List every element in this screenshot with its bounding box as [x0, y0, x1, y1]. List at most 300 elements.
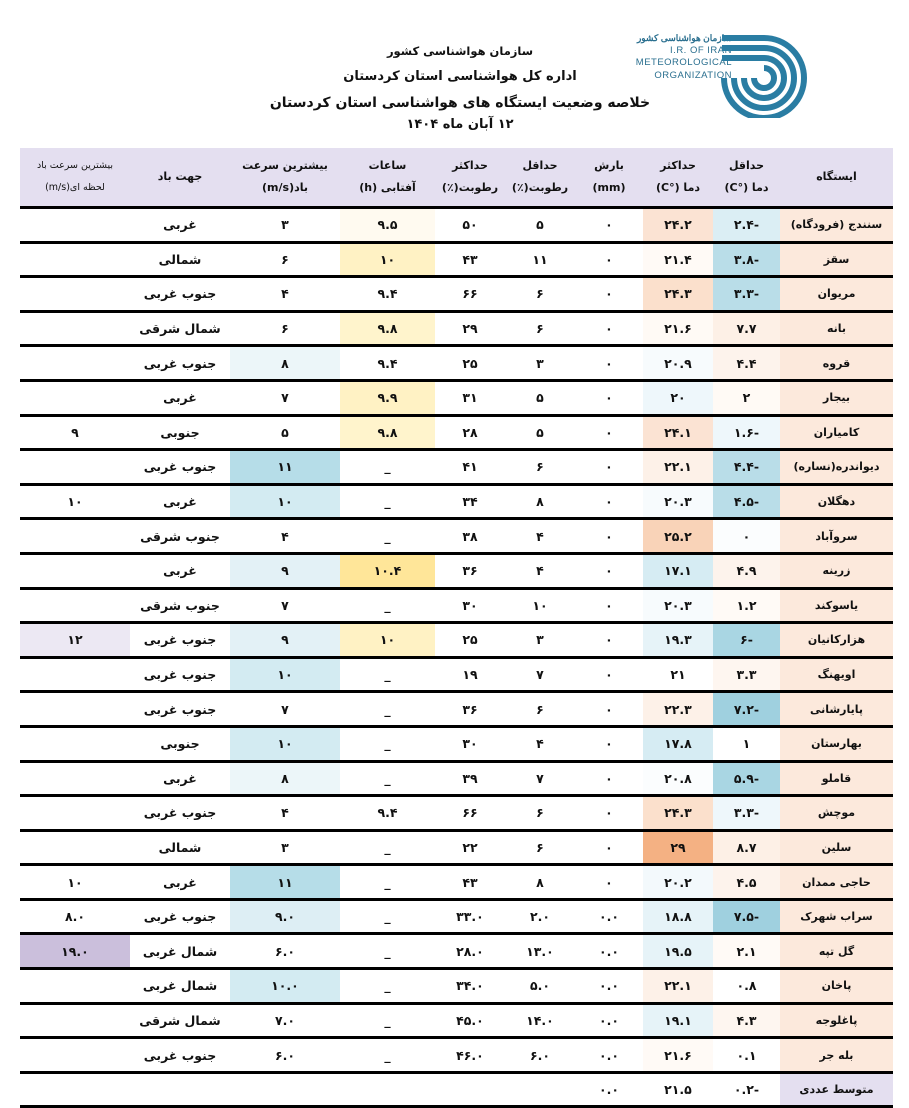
sunshine-hours-cell: _ [340, 969, 435, 1004]
column-header-line: رطوبت(٪) [511, 181, 569, 194]
station-cell: اویهنگ [780, 657, 893, 692]
sunshine-hours-cell: ۹.۴ [340, 346, 435, 381]
logo-spiral-icon [718, 32, 810, 118]
max-temp-cell: ۱۹.۳ [643, 623, 713, 658]
column-header-min-temp [713, 148, 780, 208]
column-header-line: دما (°C) [655, 181, 701, 194]
min-temp-cell: ۴.۳ [713, 1003, 780, 1038]
wind-direction-cell: غربی [130, 208, 230, 243]
precipitation-cell: ۰ [575, 692, 643, 727]
sunshine-hours-cell: ۹.۸ [340, 415, 435, 450]
table-row [20, 277, 893, 312]
min-humidity-cell: ۴ [505, 726, 575, 761]
min-temp-cell: -۱.۶ [713, 415, 780, 450]
max-temp-cell: ۲۴.۳ [643, 796, 713, 831]
min-humidity-cell: ۶ [505, 796, 575, 831]
max-wind-speed-cell: ۱۰ [230, 726, 340, 761]
table-header-row [20, 148, 893, 208]
sunshine-hours-cell: _ [340, 692, 435, 727]
max-wind-speed-cell: ۱۰ [230, 484, 340, 519]
column-header-line: بیشترین سرعت [242, 159, 328, 172]
min-humidity-cell: ۶ [505, 830, 575, 865]
max-gust-speed-cell: ۱۰ [20, 865, 130, 900]
max-wind-speed-cell: ۳ [230, 208, 340, 243]
precipitation-cell: ۰ [575, 311, 643, 346]
logo-fa-text: سازمان هواشناسی کشور [636, 33, 732, 43]
precipitation-cell: ۰ [575, 553, 643, 588]
min-humidity-cell: ۵ [505, 380, 575, 415]
column-header-line: رطوبت(٪) [441, 181, 499, 194]
report-title: خلاصه وضعیت ایستگاه های هواشناسی استان کردستان [269, 95, 651, 111]
station-cell: سروآباد [780, 519, 893, 554]
station-cell: بیجار [780, 380, 893, 415]
max-humidity-cell: ۳۴.۰ [435, 969, 505, 1004]
min-temp-cell: ۴.۹ [713, 553, 780, 588]
wind-direction-cell: جنوب غربی [130, 657, 230, 692]
min-temp-cell: -۷.۵ [713, 899, 780, 934]
column-header-line: لحظه ای(m/s) [45, 182, 105, 193]
min-temp-cell: -۳.۳ [713, 277, 780, 312]
column-header-max-temp [643, 148, 713, 208]
max-gust-speed-cell: ۱۰ [20, 484, 130, 519]
sunshine-hours-cell: _ [340, 519, 435, 554]
precipitation-cell: ۰.۰ [575, 969, 643, 1004]
min-temp-cell: ۷.۷ [713, 311, 780, 346]
wind-direction-cell: جنوب غربی [130, 796, 230, 831]
table-row [20, 346, 893, 381]
column-header-line: حداکثر [452, 159, 488, 172]
max-humidity-cell: ۳۶ [435, 692, 505, 727]
min-temp-cell: -۳.۳ [713, 796, 780, 831]
precipitation-cell: ۰ [575, 796, 643, 831]
max-humidity-cell: ۲۸ [435, 415, 505, 450]
max-wind-speed-cell: ۷ [230, 380, 340, 415]
wind-direction-cell: شمال غربی [130, 969, 230, 1004]
max-humidity-cell: ۲۵ [435, 346, 505, 381]
min-humidity-cell: ۸ [505, 865, 575, 900]
table-row [20, 969, 893, 1004]
table-row [20, 450, 893, 485]
column-header-line: حداقل [522, 159, 558, 172]
max-temp-cell: ۲۰ [643, 380, 713, 415]
wind-direction-cell: غربی [130, 761, 230, 796]
min-humidity-cell: ۴ [505, 519, 575, 554]
column-header-sunshine-hours [340, 148, 435, 208]
max-temp-cell: ۲۱ [643, 657, 713, 692]
sunshine-hours-cell: _ [340, 830, 435, 865]
wind-direction-cell: شمالی [130, 242, 230, 277]
precipitation-cell: ۰.۰ [575, 1003, 643, 1038]
max-temp-cell: ۲۱.۵ [643, 1072, 713, 1107]
max-gust-speed-cell [20, 692, 130, 727]
min-temp-cell: -۴.۴ [713, 450, 780, 485]
max-temp-cell: ۲۰.۹ [643, 346, 713, 381]
report-date: ۱۲ آبان ماه ۱۴۰۴ [406, 117, 514, 132]
max-gust-speed-cell [20, 761, 130, 796]
logo-en-line3: ORGANIZATION [654, 69, 732, 81]
wind-direction-cell: جنوب غربی [130, 899, 230, 934]
wind-direction-cell: جنوبی [130, 726, 230, 761]
precipitation-cell: ۰.۰ [575, 1072, 643, 1107]
sunshine-hours-cell: _ [340, 484, 435, 519]
table-row [20, 519, 893, 554]
max-temp-cell: ۲۰.۸ [643, 761, 713, 796]
min-temp-cell: -۵.۹ [713, 761, 780, 796]
max-temp-cell: ۲۰.۲ [643, 865, 713, 900]
max-humidity-cell: ۴۶.۰ [435, 1038, 505, 1073]
min-temp-cell: ۸.۷ [713, 830, 780, 865]
max-humidity-cell: ۳۸ [435, 519, 505, 554]
max-gust-speed-cell: ۹ [20, 415, 130, 450]
max-humidity-cell: ۲۲ [435, 830, 505, 865]
table-row [20, 1038, 893, 1073]
max-wind-speed-cell: ۴ [230, 519, 340, 554]
min-temp-cell: -۳.۸ [713, 242, 780, 277]
precipitation-cell: ۰ [575, 346, 643, 381]
wind-direction-cell: غربی [130, 553, 230, 588]
table-row [20, 796, 893, 831]
min-humidity-cell: ۵ [505, 415, 575, 450]
min-humidity-cell: ۳ [505, 623, 575, 658]
column-header-line: جهت باد [157, 170, 203, 183]
max-humidity-cell: ۳۱ [435, 380, 505, 415]
column-header-wind-direction [130, 148, 230, 208]
table-row [20, 657, 893, 692]
max-gust-speed-cell [20, 380, 130, 415]
max-gust-speed-cell [20, 830, 130, 865]
sunshine-hours-cell: ۹.۴ [340, 277, 435, 312]
max-humidity-cell: ۲۹ [435, 311, 505, 346]
max-wind-speed-cell: ۸ [230, 346, 340, 381]
wind-direction-cell: جنوب غربی [130, 1038, 230, 1073]
max-humidity-cell: ۲۸.۰ [435, 934, 505, 969]
max-wind-speed-cell: ۴ [230, 796, 340, 831]
sunshine-hours-cell: _ [340, 899, 435, 934]
max-humidity-cell: ۴۵.۰ [435, 1003, 505, 1038]
column-header-max-gust-speed [20, 148, 130, 208]
min-humidity-cell: ۶ [505, 277, 575, 312]
max-humidity-cell: ۳۰ [435, 726, 505, 761]
station-cell: حاجی ممدان [780, 865, 893, 900]
precipitation-cell: ۰ [575, 277, 643, 312]
max-wind-speed-cell [230, 1072, 340, 1107]
wind-direction-cell: غربی [130, 865, 230, 900]
max-gust-speed-cell [20, 1038, 130, 1073]
min-humidity-cell: ۸ [505, 484, 575, 519]
table-row [20, 311, 893, 346]
max-gust-speed-cell [20, 1003, 130, 1038]
table-row [20, 761, 893, 796]
wind-direction-cell: غربی [130, 484, 230, 519]
wind-direction-cell: شمالی [130, 830, 230, 865]
max-wind-speed-cell: ۳ [230, 830, 340, 865]
max-temp-cell: ۲۴.۲ [643, 208, 713, 243]
precipitation-cell: ۰.۰ [575, 1038, 643, 1073]
table-row [20, 588, 893, 623]
station-cell: پاخان [780, 969, 893, 1004]
precipitation-cell: ۰ [575, 242, 643, 277]
min-humidity-cell [505, 1072, 575, 1107]
column-header-line: ساعات [368, 159, 407, 172]
max-humidity-cell: ۴۱ [435, 450, 505, 485]
max-gust-speed-cell: ۱۹.۰ [20, 934, 130, 969]
table-row [20, 380, 893, 415]
max-wind-speed-cell: ۸ [230, 761, 340, 796]
sunshine-hours-cell: ۹.۵ [340, 208, 435, 243]
station-cell: بله جر [780, 1038, 893, 1073]
wind-direction-cell: جنوب غربی [130, 277, 230, 312]
wind-direction-cell: شمال شرقی [130, 1003, 230, 1038]
max-wind-speed-cell: ۶.۰ [230, 934, 340, 969]
sunshine-hours-cell: _ [340, 450, 435, 485]
station-cell: مریوان [780, 277, 893, 312]
sunshine-hours-cell: ۹.۸ [340, 311, 435, 346]
column-header-line: ایستگاه [816, 170, 857, 183]
max-humidity-cell: ۵۰ [435, 208, 505, 243]
min-humidity-cell: ۱۰ [505, 588, 575, 623]
column-header-min-humidity [505, 148, 575, 208]
table-row [20, 830, 893, 865]
max-gust-speed-cell [20, 208, 130, 243]
max-wind-speed-cell: ۴ [230, 277, 340, 312]
max-humidity-cell: ۶۶ [435, 796, 505, 831]
max-gust-speed-cell [20, 553, 130, 588]
sunshine-hours-cell: _ [340, 588, 435, 623]
station-cell: سلین [780, 830, 893, 865]
max-gust-speed-cell [20, 1072, 130, 1107]
wind-direction-cell: جنوب غربی [130, 346, 230, 381]
max-humidity-cell: ۳۶ [435, 553, 505, 588]
max-temp-cell: ۲۰.۳ [643, 588, 713, 623]
stations-table [20, 148, 893, 1108]
station-cell: موچش [780, 796, 893, 831]
wind-direction-cell: جنوب غربی [130, 450, 230, 485]
min-temp-cell: -۶ [713, 623, 780, 658]
max-temp-cell: ۲۲.۳ [643, 692, 713, 727]
station-cell: قروه [780, 346, 893, 381]
max-humidity-cell: ۳۹ [435, 761, 505, 796]
max-humidity-cell: ۳۴ [435, 484, 505, 519]
max-temp-cell: ۲۹ [643, 830, 713, 865]
min-temp-cell: -۷.۲ [713, 692, 780, 727]
wind-direction-cell: جنوب غربی [130, 623, 230, 658]
max-humidity-cell: ۴۳ [435, 865, 505, 900]
max-wind-speed-cell: ۱۱ [230, 450, 340, 485]
max-temp-cell: ۱۹.۱ [643, 1003, 713, 1038]
sunshine-hours-cell: ۱۰.۴ [340, 553, 435, 588]
max-humidity-cell: ۴۳ [435, 242, 505, 277]
station-cell: دیواندره(نساره) [780, 450, 893, 485]
max-wind-speed-cell: ۶ [230, 311, 340, 346]
precipitation-cell: ۰ [575, 450, 643, 485]
max-temp-cell: ۲۱.۶ [643, 311, 713, 346]
column-header-station [780, 148, 893, 208]
precipitation-cell: ۰ [575, 830, 643, 865]
max-gust-speed-cell [20, 519, 130, 554]
station-cell: گل تپه [780, 934, 893, 969]
table-row [20, 1003, 893, 1038]
average-row [20, 1072, 893, 1107]
column-header-max-wind-speed [230, 148, 340, 208]
precipitation-cell: ۰ [575, 865, 643, 900]
column-header-max-humidity [435, 148, 505, 208]
station-cell: کامیاران [780, 415, 893, 450]
column-header-line: دما (°C) [724, 181, 769, 194]
precipitation-cell: ۰.۰ [575, 899, 643, 934]
sunshine-hours-cell: _ [340, 726, 435, 761]
min-temp-cell: ۰.۱ [713, 1038, 780, 1073]
column-header-line: حداقل [728, 159, 765, 172]
sunshine-hours-cell: ۹.۴ [340, 796, 435, 831]
sunshine-hours-cell: ۱۰ [340, 242, 435, 277]
max-wind-speed-cell: ۱۰.۰ [230, 969, 340, 1004]
precipitation-cell: ۰ [575, 657, 643, 692]
precipitation-cell: ۰ [575, 380, 643, 415]
column-header-line: حداکثر [660, 159, 696, 172]
min-humidity-cell: ۱۱ [505, 242, 575, 277]
station-cell: قاملو [780, 761, 893, 796]
min-humidity-cell: ۷ [505, 657, 575, 692]
max-wind-speed-cell: ۵ [230, 415, 340, 450]
max-wind-speed-cell: ۷.۰ [230, 1003, 340, 1038]
table-row [20, 726, 893, 761]
max-wind-speed-cell: ۷ [230, 692, 340, 727]
min-temp-cell: ۳.۳ [713, 657, 780, 692]
sunshine-hours-cell: _ [340, 657, 435, 692]
station-cell: سنندج (فرودگاه) [780, 208, 893, 243]
station-cell: متوسط عددی [780, 1072, 893, 1107]
max-humidity-cell: ۲۵ [435, 623, 505, 658]
min-humidity-cell: ۵ [505, 208, 575, 243]
table-row [20, 692, 893, 727]
max-wind-speed-cell: ۶.۰ [230, 1038, 340, 1073]
max-gust-speed-cell [20, 242, 130, 277]
max-gust-speed-cell [20, 588, 130, 623]
min-temp-cell: ۴.۵ [713, 865, 780, 900]
table-row [20, 623, 893, 658]
max-wind-speed-cell: ۹ [230, 553, 340, 588]
sunshine-hours-cell: _ [340, 761, 435, 796]
max-temp-cell: ۲۱.۶ [643, 1038, 713, 1073]
min-temp-cell: -۰.۲ [713, 1072, 780, 1107]
table-row [20, 934, 893, 969]
min-humidity-cell: ۳ [505, 346, 575, 381]
max-gust-speed-cell [20, 311, 130, 346]
table-row [20, 553, 893, 588]
station-cell: پایارشانی [780, 692, 893, 727]
sunshine-hours-cell: _ [340, 1003, 435, 1038]
column-header-precipitation [575, 148, 643, 208]
column-header-line: بیشترین سرعت باد [37, 160, 113, 171]
min-humidity-cell: ۶.۰ [505, 1038, 575, 1073]
max-temp-cell: ۲۵.۲ [643, 519, 713, 554]
precipitation-cell: ۰ [575, 519, 643, 554]
table-row [20, 242, 893, 277]
max-humidity-cell: ۶۶ [435, 277, 505, 312]
max-wind-speed-cell: ۶ [230, 242, 340, 277]
station-cell: سراب شهرک [780, 899, 893, 934]
wind-direction-cell: غربی [130, 380, 230, 415]
max-humidity-cell [435, 1072, 505, 1107]
wind-direction-cell: جنوب شرقی [130, 519, 230, 554]
min-humidity-cell: ۶ [505, 450, 575, 485]
min-temp-cell: ۰.۸ [713, 969, 780, 1004]
sunshine-hours-cell: _ [340, 934, 435, 969]
wind-direction-cell: جنوب غربی [130, 692, 230, 727]
max-temp-cell: ۱۸.۸ [643, 899, 713, 934]
max-gust-speed-cell [20, 796, 130, 831]
station-cell: یاسوکند [780, 588, 893, 623]
table-row [20, 484, 893, 519]
precipitation-cell: ۰.۰ [575, 934, 643, 969]
max-humidity-cell: ۳۳.۰ [435, 899, 505, 934]
min-temp-cell: ۱ [713, 726, 780, 761]
min-humidity-cell: ۲.۰ [505, 899, 575, 934]
max-gust-speed-cell [20, 969, 130, 1004]
max-temp-cell: ۲۴.۳ [643, 277, 713, 312]
max-humidity-cell: ۱۹ [435, 657, 505, 692]
station-cell: هزارکانیان [780, 623, 893, 658]
report-titles [250, 38, 670, 134]
max-wind-speed-cell: ۹ [230, 623, 340, 658]
min-humidity-cell: ۶ [505, 311, 575, 346]
min-humidity-cell: ۴ [505, 553, 575, 588]
min-humidity-cell: ۱۴.۰ [505, 1003, 575, 1038]
max-wind-speed-cell: ۱۰ [230, 657, 340, 692]
column-header-line: باد(m/s) [262, 181, 308, 194]
station-cell: بانه [780, 311, 893, 346]
max-gust-speed-cell [20, 450, 130, 485]
max-wind-speed-cell: ۹.۰ [230, 899, 340, 934]
max-wind-speed-cell: ۷ [230, 588, 340, 623]
wind-direction-cell: شمال شرقی [130, 311, 230, 346]
wind-direction-cell: جنوبی [130, 415, 230, 450]
org-title: سازمان هواشناسی کشور [386, 44, 534, 58]
min-humidity-cell: ۷ [505, 761, 575, 796]
station-cell: بهارستان [780, 726, 893, 761]
station-cell: پاغلوجه [780, 1003, 893, 1038]
min-humidity-cell: ۱۳.۰ [505, 934, 575, 969]
min-temp-cell: ۰ [713, 519, 780, 554]
table-row [20, 865, 893, 900]
precipitation-cell: ۰ [575, 761, 643, 796]
min-temp-cell: ۱.۲ [713, 588, 780, 623]
max-temp-cell: ۱۷.۸ [643, 726, 713, 761]
station-cell: دهگلان [780, 484, 893, 519]
max-wind-speed-cell: ۱۱ [230, 865, 340, 900]
precipitation-cell: ۰ [575, 623, 643, 658]
logo-en-line1: I.R. OF IRAN [670, 44, 732, 56]
max-gust-speed-cell [20, 657, 130, 692]
wind-direction-cell [130, 1072, 230, 1107]
max-gust-speed-cell [20, 726, 130, 761]
min-humidity-cell: ۶ [505, 692, 575, 727]
min-temp-cell: -۴.۵ [713, 484, 780, 519]
wind-direction-cell: جنوب شرقی [130, 588, 230, 623]
meteorological-organization-logo [635, 30, 810, 120]
max-temp-cell: ۲۰.۳ [643, 484, 713, 519]
precipitation-cell: ۰ [575, 588, 643, 623]
sunshine-hours-cell: ۱۰ [340, 623, 435, 658]
min-temp-cell: ۲.۱ [713, 934, 780, 969]
max-temp-cell: ۱۷.۱ [643, 553, 713, 588]
logo-en-line2: METEOROLOGICAL [635, 57, 732, 68]
column-header-line: آفتابی (h) [359, 181, 416, 194]
max-gust-speed-cell [20, 277, 130, 312]
max-gust-speed-cell [20, 346, 130, 381]
max-gust-speed-cell: ۱۲ [20, 623, 130, 658]
sunshine-hours-cell [340, 1072, 435, 1107]
